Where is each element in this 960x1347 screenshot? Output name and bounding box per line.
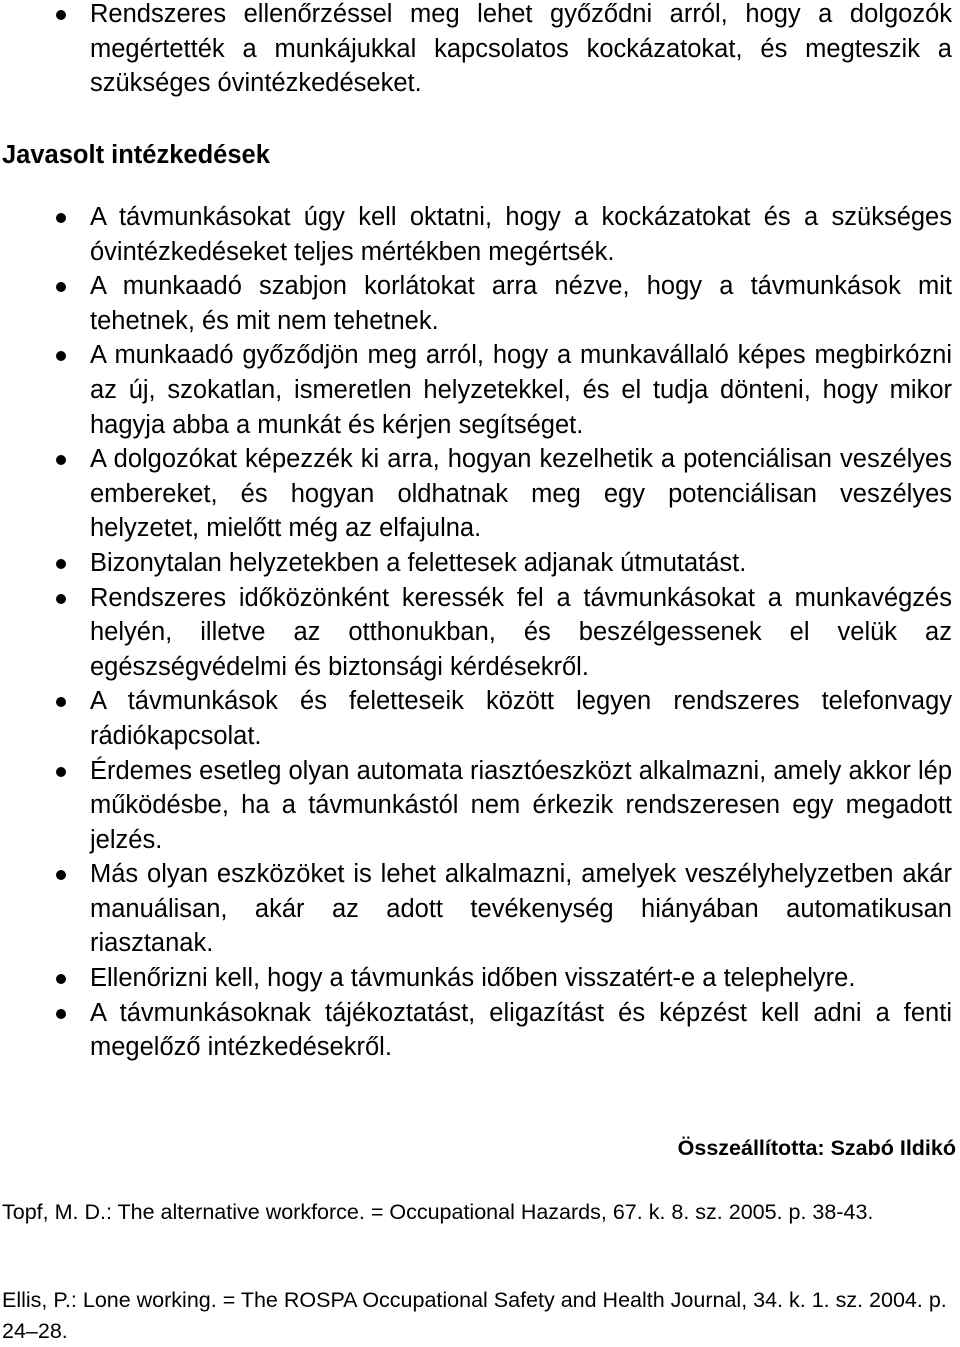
list-item-text: A dolgozókat képezzék ki arra, hogyan kezelhetik a potenciálisan veszélyes embereket, és hogyan oldhatnak meg egy potenciálisan veszélyes helyzetet, mielőtt még az elfajulna. xyxy=(90,445,952,543)
list-item-text: A munkaadó győződjön meg arról, hogy a munkavállaló képes megbirkózni az új, szokatlan, ismeretlen helyzetekkel, és el tudja dönteni, hogy mikor hagyja abba a munkát és kérjen segítséget. xyxy=(90,341,952,439)
list-item xyxy=(0,857,956,961)
bullet-icon xyxy=(56,974,66,984)
list-item xyxy=(0,200,956,269)
section-heading: Javasolt intézkedések xyxy=(2,141,270,169)
intro-list xyxy=(0,0,956,101)
bullet-icon xyxy=(56,594,66,604)
bullet-icon xyxy=(56,351,66,361)
list-item xyxy=(0,581,956,685)
reference-entry: Topf, M. D.: The alternative workforce. = Occupational Hazards, 67. k. 8. sz. 2005. p. 38-43. xyxy=(2,1200,874,1224)
list-item-text: A munkaadó szabjon korlátokat arra nézve, hogy a távmunkások mit tehetnek, és mit nem tehetnek. xyxy=(90,272,952,335)
list-item xyxy=(0,961,956,996)
list-item xyxy=(0,0,956,101)
list-item-text: Rendszeres ellenőrzéssel meg lehet győződni arról, hogy a dolgozók megértették a munkájukkal kapcsolatos kockázatokat, és megteszik a szükséges óvintézkedéseket. xyxy=(90,0,952,98)
bullet-icon xyxy=(56,10,66,20)
measures-list xyxy=(0,200,956,1065)
bullet-icon xyxy=(56,282,66,292)
list-item-text: A távmunkásokat úgy kell oktatni, hogy a kockázatokat és a szükséges óvintézkedéseket teljes mértékben megértsék. xyxy=(90,203,952,266)
bullet-icon xyxy=(56,1009,66,1019)
list-item-text: A távmunkásoknak tájékoztatást, eligazítást és képzést kell adni a fenti megelőző intézkedésekről. xyxy=(90,998,952,1062)
reference-entry: Ellis, P.: Lone working. = The ROSPA Occupational Safety and Health Journal, 34. k. 1. sz. 2004. p. 24–28. xyxy=(2,1288,947,1343)
list-item xyxy=(0,996,956,1065)
author-credit: Összeállította: Szabó Ildikó xyxy=(677,1136,956,1160)
bullet-icon xyxy=(56,213,66,223)
list-item-text: A távmunkások és feletteseik között legyen rendszeres telefonvagy rádiókapcsolat. xyxy=(90,687,952,750)
bullet-icon xyxy=(56,767,66,777)
list-item xyxy=(0,754,956,858)
list-item-text: Bizonytalan helyzetekben a felettesek adjanak útmutatást. xyxy=(90,548,747,577)
list-item xyxy=(0,546,956,581)
list-item xyxy=(0,684,956,753)
list-item xyxy=(0,338,956,442)
list-item-text: Rendszeres időközönként keressék fel a távmunkásokat a munkavégzés helyén, illetve az otthonukban, és beszélgessenek el velük az egészségvédelmi és biztonsági kérdésekről. xyxy=(90,583,952,681)
list-item xyxy=(0,269,956,338)
bullet-icon xyxy=(56,870,66,880)
bullet-icon xyxy=(56,697,66,707)
bullet-icon xyxy=(56,455,66,465)
bullet-icon xyxy=(56,559,66,569)
list-item xyxy=(0,442,956,546)
list-item-text: Ellenőrizni kell, hogy a távmunkás időben visszatért-e a telephelyre. xyxy=(90,964,856,993)
list-item-text: Érdemes esetleg olyan automata riasztóeszközt alkalmazni, amely akkor lép működésbe, ha a távmunkástól nem érkezik rendszeresen egy megadott jelzés. xyxy=(90,756,952,854)
list-item-text: Más olyan eszközöket is lehet alkalmazni, amelyek veszélyhelyzetben akár manuálisan, akár az adott tevékenység hiányában automatikusan riasztanak. xyxy=(90,860,952,958)
